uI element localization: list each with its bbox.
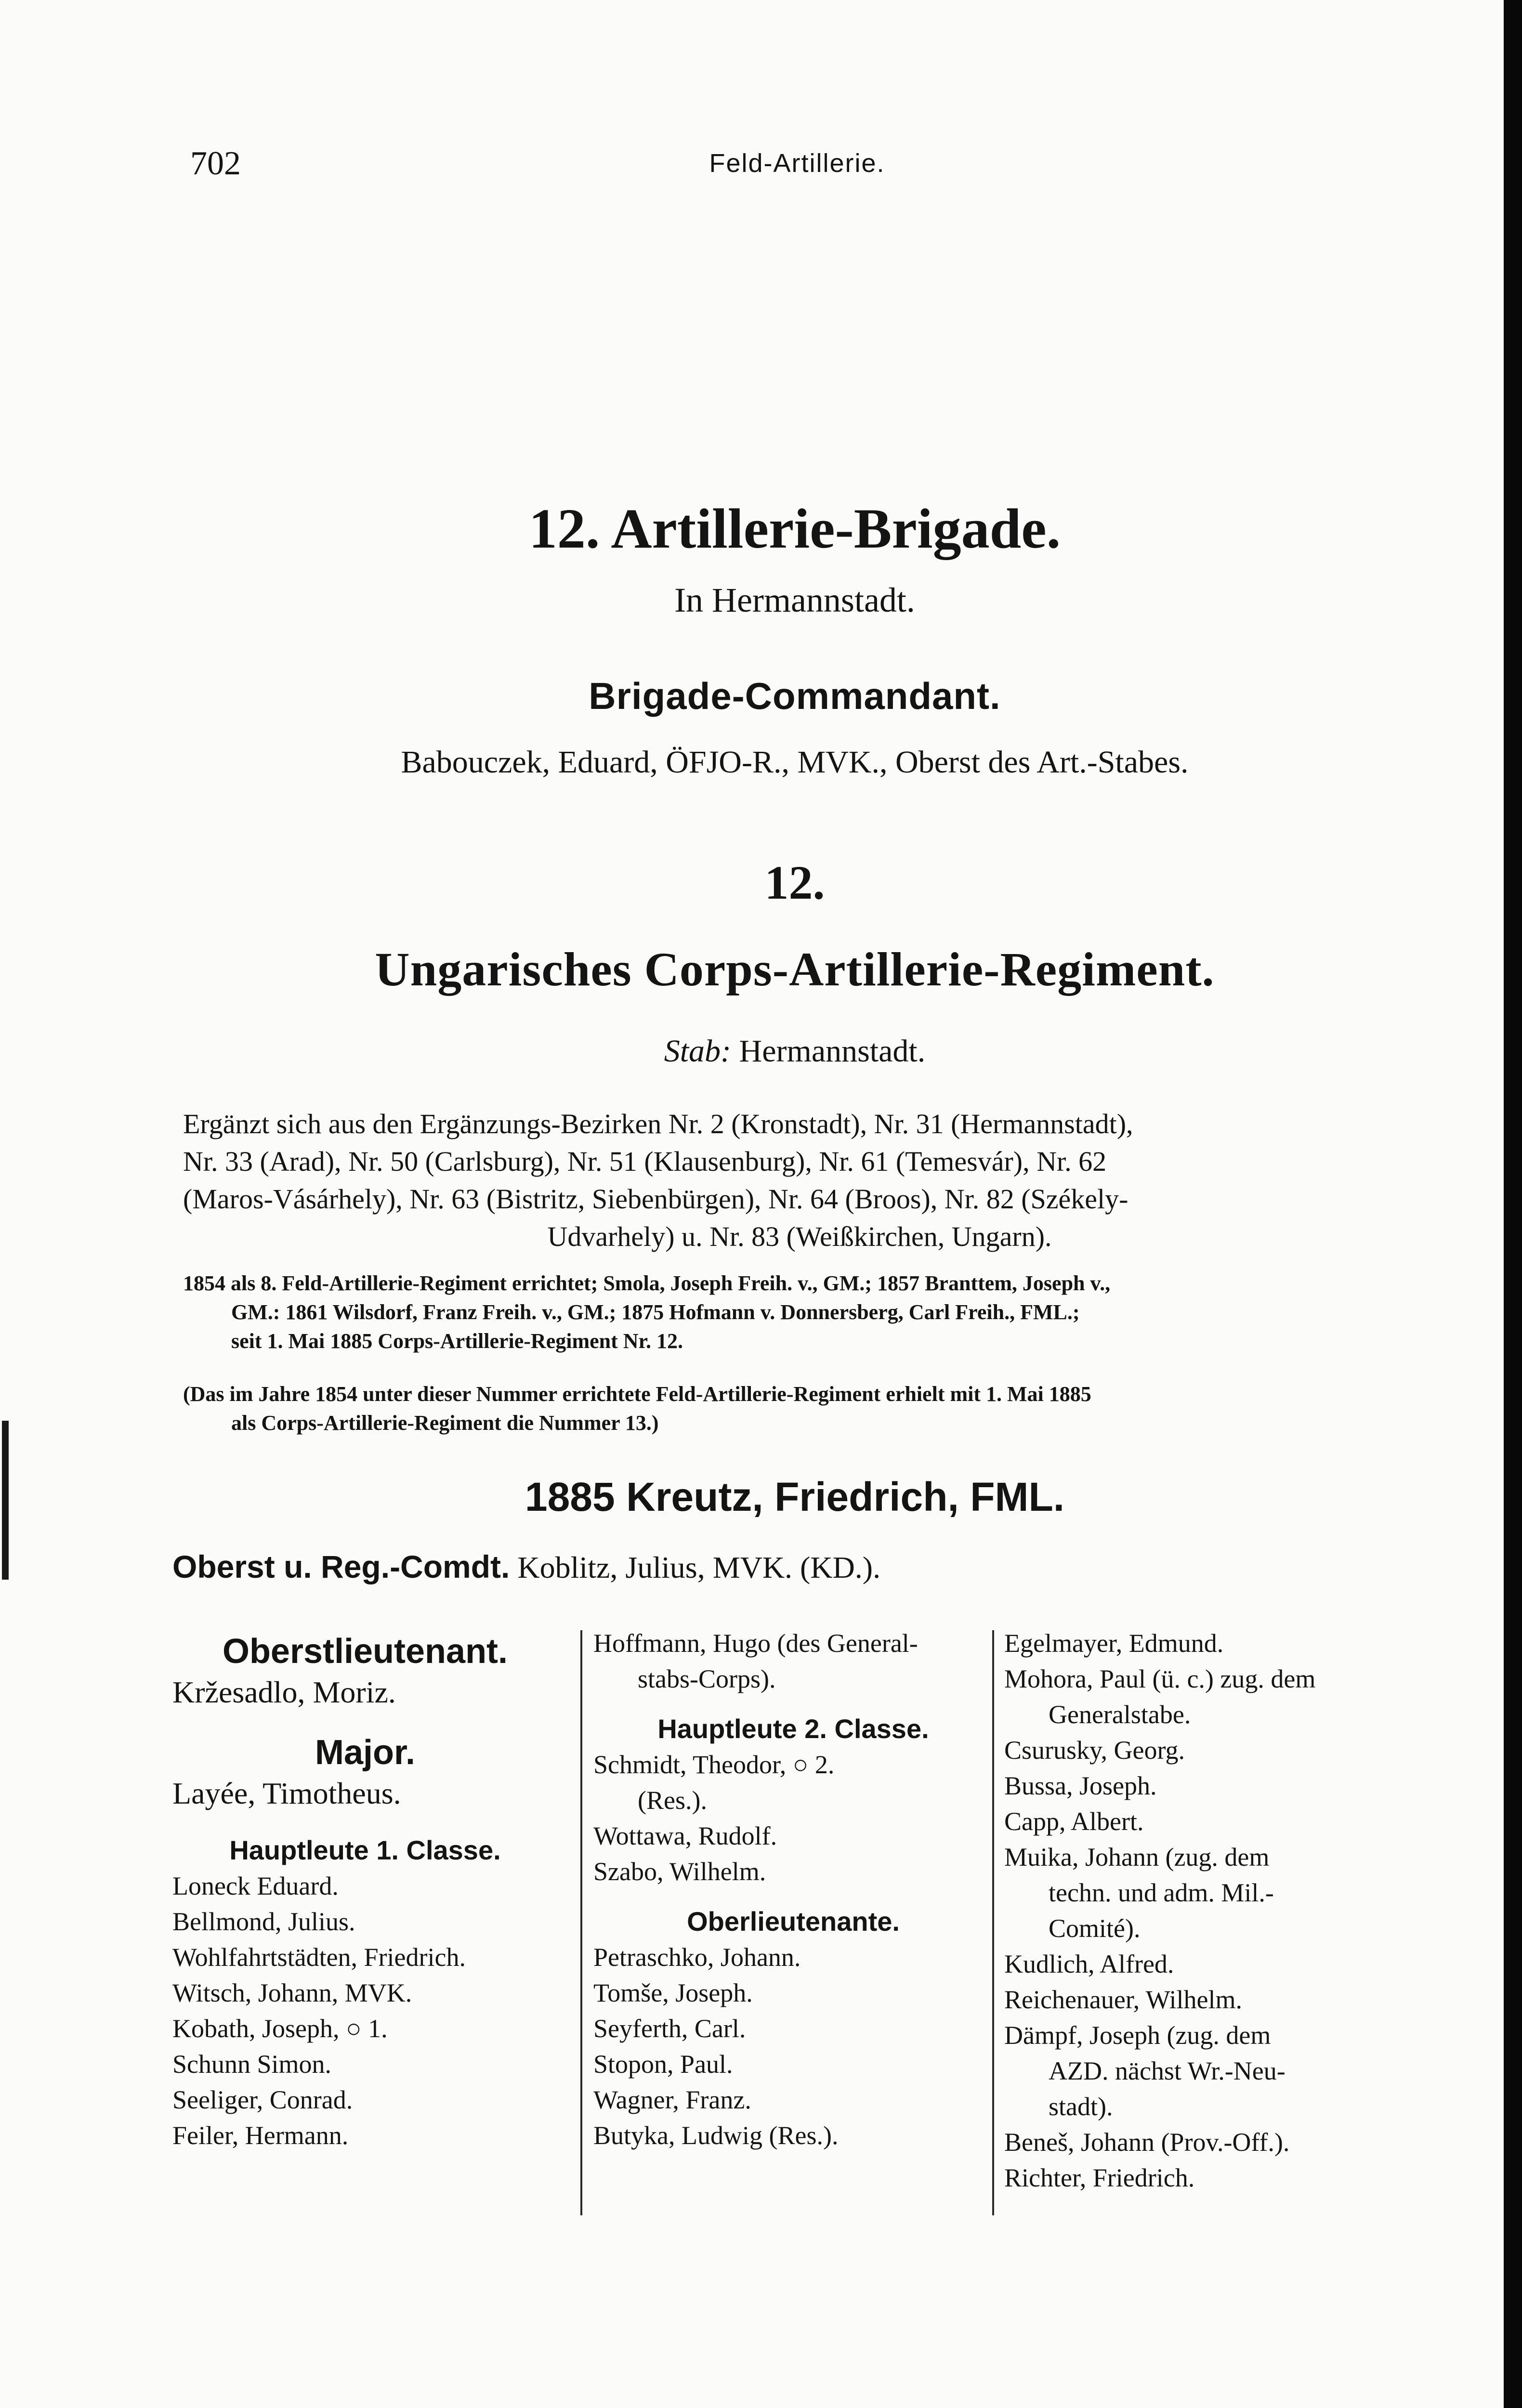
officer-entry: Dämpf, Joseph (zug. dem <box>1004 2021 1271 2050</box>
stab-label: Stab: <box>664 1034 732 1069</box>
regiment-name: Ungarisches Corps-Artillerie-Regiment. <box>375 942 1215 996</box>
officer-entry-cont: techn. und adm. Mil.- <box>1049 1878 1274 1907</box>
officer-entry: Kržesadlo, Moriz. <box>172 1675 396 1709</box>
officer-entry: Wottawa, Rudolf. <box>593 1821 777 1850</box>
officer-entry-cont: stadt). <box>1049 2092 1113 2121</box>
officer-entry-cont: stabs-Corps). <box>638 1664 776 1693</box>
note-line: als Corps-Artillerie-Regiment die Nummer 13.) <box>231 1411 659 1435</box>
recruitment-line: Nr. 33 (Arad), Nr. 50 (Carlsburg), Nr. 51 (Klausenburg), Nr. 61 (Temesvár), Nr. 62 <box>183 1146 1107 1177</box>
page-number: 702 <box>190 145 241 182</box>
stab-value: Hermannstadt. <box>739 1034 926 1069</box>
officer-entry: Bellmond, Julius. <box>172 1907 355 1936</box>
officer-entry-cont: (Res.). <box>638 1786 707 1815</box>
brigade-location: In Hermannstadt. <box>674 581 915 619</box>
recruitment-line: (Maros-Vásárhely), Nr. 63 (Bistritz, Siebenbürgen), Nr. 64 (Broos), Nr. 82 (Székely- <box>183 1183 1128 1215</box>
officer-entry: Schmidt, Theodor, ○ 2. <box>593 1750 835 1779</box>
officer-entry: Wohlfahrtstädten, Friedrich. <box>172 1943 466 1972</box>
commandant-heading: Brigade-Commandant. <box>589 675 1001 717</box>
stab-line <box>144 1033 1445 1070</box>
commandant-entry: Babouczek, Eduard, ÖFJO-R., MVK., Oberst des Art.-Stabes. <box>401 745 1189 780</box>
officer-entry: Stopon, Paul. <box>593 2050 733 2079</box>
commander-line <box>172 1548 880 1585</box>
note-paragraph <box>183 1380 1416 1438</box>
inhaber-line: 1885 Kreutz, Friedrich, FML. <box>525 1474 1065 1519</box>
commander-label: Oberst u. Reg.-Comdt. <box>172 1549 510 1584</box>
officer-entry: Richter, Friedrich. <box>1004 2163 1195 2192</box>
officer-entry: Szabo, Wilhelm. <box>593 1857 766 1886</box>
oberlieutenante-heading: Oberlieutenante. <box>687 1906 900 1937</box>
officer-entry: Beneš, Johann (Prov.-Off.). <box>1004 2128 1290 2157</box>
running-title: Feld-Artillerie. <box>709 149 885 178</box>
officer-entry-cont: Comité). <box>1049 1914 1141 1943</box>
officer-entry: Bussa, Joseph. <box>1004 1771 1157 1800</box>
officer-entry: Loneck Eduard. <box>172 1871 339 1900</box>
recruitment-line: Ergänzt sich aus den Ergänzungs-Bezirken Nr. 2 (Kronstadt), Nr. 31 (Hermannstadt), <box>183 1108 1133 1139</box>
brigade-title: 12. Artillerie-Brigade. <box>528 497 1061 560</box>
officer-entry: Tomše, Joseph. <box>593 1978 753 2007</box>
hauptleute-1-heading: Hauptleute 1. Classe. <box>229 1835 501 1865</box>
history-line: GM.: 1861 Wilsdorf, Franz Freih. v., GM.; 1875 Hofmann v. Donnersberg, Carl Freih., FML.; <box>231 1300 1080 1324</box>
officer-column-1 <box>172 1625 558 2153</box>
officer-entry: Layée, Timotheus. <box>172 1776 401 1810</box>
officer-entry-cont: AZD. nächst Wr.-Neu- <box>1049 2056 1286 2085</box>
officer-entry: Seyferth, Carl. <box>593 2014 746 2043</box>
officer-column-2 <box>593 1625 993 2153</box>
column-divider <box>580 1630 582 2215</box>
officer-entry: Feiler, Hermann. <box>172 2121 349 2150</box>
officer-entry: Mohora, Paul (ü. c.) zug. dem <box>1004 1664 1316 1693</box>
officer-entry-cont: Generalstabe. <box>1049 1700 1191 1729</box>
officer-entry: Seeliger, Conrad. <box>172 2085 353 2114</box>
officer-entry: Capp, Albert. <box>1004 1807 1144 1836</box>
officer-entry: Reichenauer, Wilhelm. <box>1004 1985 1242 2014</box>
major-heading: Major. <box>315 1733 416 1772</box>
page-header <box>190 144 1404 197</box>
hauptleute-2-heading: Hauptleute 2. Classe. <box>657 1714 929 1744</box>
officer-entry: Csurusky, Georg. <box>1004 1736 1185 1765</box>
officer-entry: Schunn Simon. <box>172 2050 332 2079</box>
history-paragraph <box>183 1269 1416 1356</box>
officer-entry: Kobath, Joseph, ○ 1. <box>172 2014 388 2043</box>
officer-entry: Witsch, Johann, MVK. <box>172 1978 412 2007</box>
officer-entry: Butyka, Ludwig (Res.). <box>593 2121 839 2150</box>
officer-entry: Petraschko, Johann. <box>593 1943 801 1972</box>
history-line: seit 1. Mai 1885 Corps-Artillerie-Regiment Nr. 12. <box>231 1329 683 1353</box>
oberstleutnant-heading: Oberstlieutenant. <box>222 1632 508 1671</box>
regiment-number: 12. <box>764 856 825 909</box>
recruitment-paragraph <box>183 1105 1416 1256</box>
binding-mark <box>2 1421 9 1580</box>
officer-entry: Hoffmann, Hugo (des General- <box>593 1629 918 1658</box>
history-line: 1854 als 8. Feld-Artillerie-Regiment errichtet; Smola, Joseph Freih. v., GM.; 1857 Branttem, Joseph v., <box>183 1271 1111 1295</box>
note-line: (Das im Jahre 1854 unter dieser Nummer errichtete Feld-Artillerie-Regiment erhielt mit 1. Mai 1885 <box>183 1382 1091 1406</box>
officer-entry: Kudlich, Alfred. <box>1004 1950 1174 1978</box>
officer-entry: Wagner, Franz. <box>593 2085 751 2114</box>
recruitment-line: Udvarhely) u. Nr. 83 (Weißkirchen, Ungarn). <box>547 1221 1052 1252</box>
officer-column-3 <box>1004 1625 1414 2196</box>
officer-entry: Egelmayer, Edmund. <box>1004 1629 1224 1658</box>
page-edge-shadow <box>1504 0 1522 2408</box>
commander-name: Koblitz, Julius, MVK. (KD.). <box>517 1550 881 1584</box>
officer-entry: Muika, Johann (zug. dem <box>1004 1843 1270 1871</box>
